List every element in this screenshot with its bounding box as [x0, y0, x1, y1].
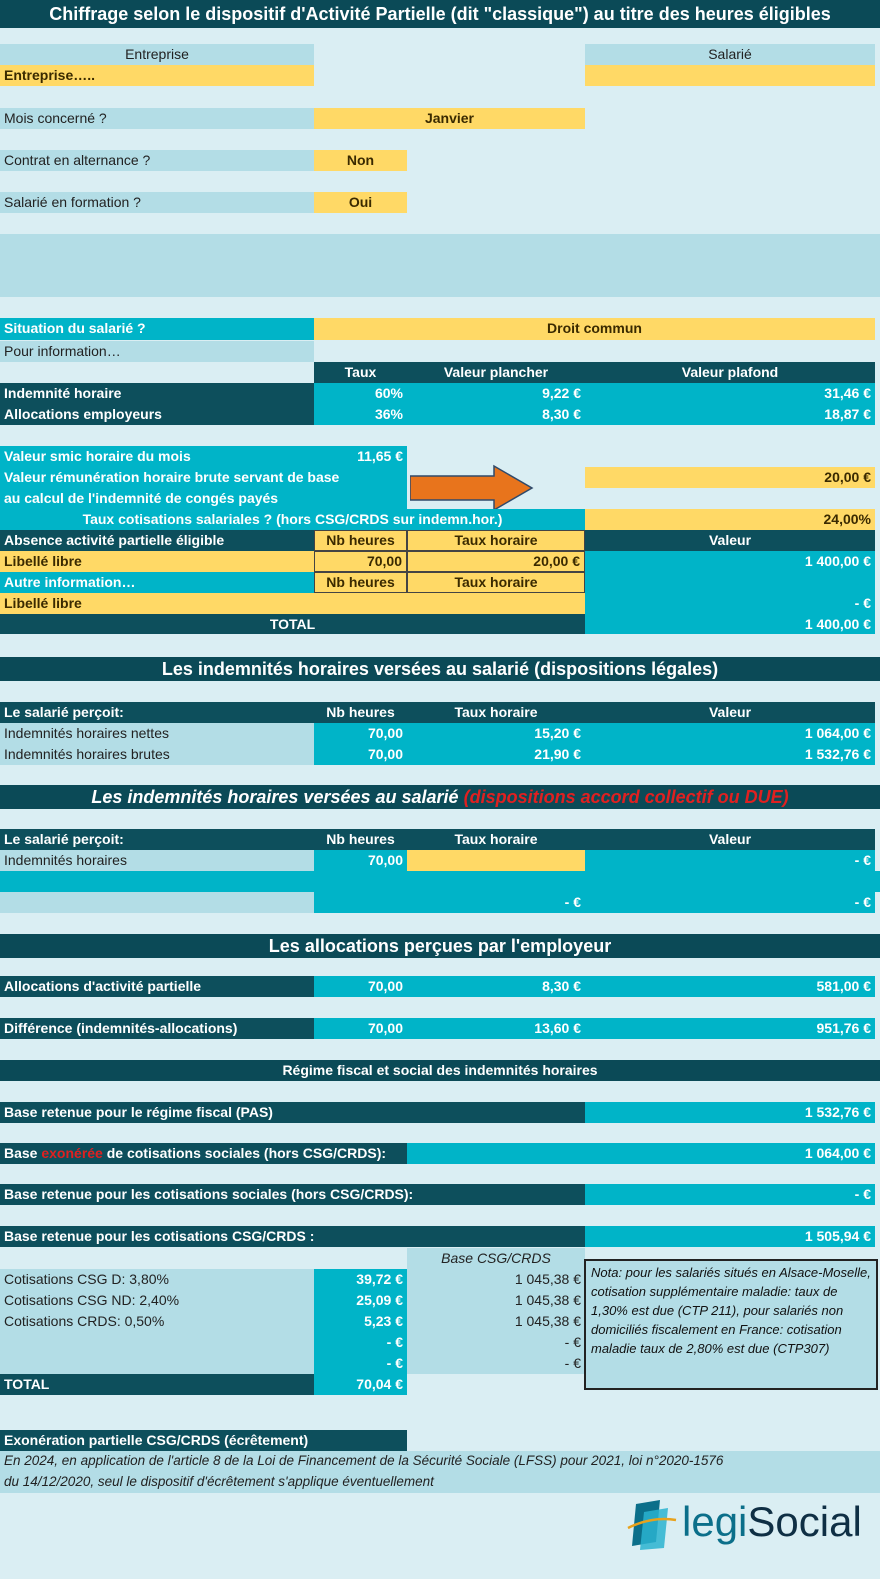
allocations-row-rate: 8,30 € [407, 976, 585, 997]
month-label: Mois concerné ? [0, 108, 314, 129]
csg-base-label: Base retenue pour les cotisations CSG/CRDS : [0, 1226, 585, 1247]
collective-row-hours: 70,00 [314, 850, 407, 871]
csg-row-base: 1 045,38 € [407, 1311, 585, 1332]
exoneration-text-1: En 2024, en application de l'article 8 de la Loi de Financement de la Sécurité Sociale (LFSS) pour 2021, loi n°2020-1576 [0, 1451, 880, 1472]
fiscal-section-title: Régime fiscal et social des indemnités horaires [0, 1060, 880, 1081]
logo-text-part1: legi [682, 1498, 748, 1545]
rates-row-floor: 8,30 € [407, 404, 585, 425]
difference-row-hours: 70,00 [314, 1018, 407, 1039]
csg-row-base: - € [407, 1353, 585, 1374]
csg-row-amount: 25,09 € [314, 1290, 407, 1311]
arrow-right-icon [410, 464, 534, 512]
page-title: Chiffrage selon le dispositif d'Activité Partielle (dit "classique") au titre des heures éligibles [0, 0, 880, 28]
legal-head-rate: Taux horaire [407, 702, 585, 723]
rates-row-label: Indemnité horaire [0, 383, 314, 404]
logo-text-part2: Social [747, 1498, 862, 1545]
legal-row-hours: 70,00 [314, 723, 407, 744]
legal-row-value: 1 064,00 € [585, 723, 875, 744]
remuneration-label-1: Valeur rémunération horaire brute servant de base [0, 467, 407, 488]
collective-rate-input[interactable] [407, 850, 585, 871]
absence-total-value: 1 400,00 € [585, 614, 875, 634]
legal-row-rate: 15,20 € [407, 723, 585, 744]
other-info-label: Autre information… [0, 572, 314, 593]
csg-row-amount: 39,72 € [314, 1269, 407, 1290]
legisocial-logo [626, 1496, 871, 1552]
other-row-rate[interactable] [407, 593, 585, 614]
legal-row-rate: 21,90 € [407, 744, 585, 765]
rates-row-rate: 60% [314, 383, 407, 404]
cotisations-value[interactable]: 24,00% [585, 509, 875, 530]
month-select[interactable]: Janvier [314, 108, 585, 129]
collective-title-red: (dispositions accord collectif ou DUE) [463, 787, 789, 807]
company-header: Entreprise [0, 44, 314, 65]
rates-header-ceiling: Valeur plafond [585, 362, 875, 383]
pas-label: Base retenue pour le régime fiscal (PAS) [0, 1102, 585, 1123]
other-col-blank [585, 572, 875, 593]
legal-head-hours: Nb heures [314, 702, 407, 723]
csg-row-amount: - € [314, 1353, 407, 1374]
exoneration-label: Exonération partielle CSG/CRDS (écrêtement) [0, 1430, 407, 1451]
csg-row-base: 1 045,38 € [407, 1269, 585, 1290]
other-row-hours[interactable] [314, 593, 407, 614]
csg-base-header: Base CSG/CRDS [407, 1248, 585, 1269]
soc-value: - € [585, 1184, 875, 1205]
exo-label [0, 1143, 407, 1164]
collective-sum-rate: - € [314, 892, 585, 913]
rates-header-floor: Valeur plancher [407, 362, 585, 383]
alternance-label: Contrat en alternance ? [0, 150, 314, 171]
formation-select[interactable]: Oui [314, 192, 407, 213]
csg-row-amount: - € [314, 1332, 407, 1353]
rates-row-ceiling: 31,46 € [585, 383, 875, 404]
pas-value: 1 532,76 € [585, 1102, 875, 1123]
remuneration-label-2: au calcul de l'indemnité de congés payés [0, 488, 407, 509]
collective-head-label: Le salarié perçoit: [0, 829, 314, 850]
csg-row-label: Cotisations CSG D: 3,80% [0, 1269, 314, 1290]
csg-row-label: Cotisations CRDS: 0,50% [0, 1311, 314, 1332]
absence-col-value: Valeur [585, 530, 875, 551]
difference-row-rate: 13,60 € [407, 1018, 585, 1039]
soc-label: Base retenue pour les cotisations sociales (hors CSG/CRDS): [0, 1184, 585, 1205]
remuneration-value[interactable]: 20,00 € [585, 467, 875, 488]
legal-row-label: Indemnités horaires nettes [0, 723, 314, 744]
difference-row-label: Différence (indemnités-allocations) [0, 1018, 314, 1039]
info-label: Pour information… [0, 341, 314, 362]
collective-section-title [0, 785, 880, 809]
collective-sum-value: - € [585, 892, 875, 913]
csg-base-value: 1 505,94 € [585, 1226, 875, 1247]
rates-row-floor: 9,22 € [407, 383, 585, 404]
logo-mark-icon [626, 1498, 678, 1550]
logo-text [682, 1496, 862, 1548]
csg-row-base: - € [407, 1332, 585, 1353]
collective-sum-label [0, 892, 314, 913]
exo-value: 1 064,00 € [407, 1143, 875, 1164]
rates-header-rate: Taux [314, 362, 407, 383]
legal-row-hours: 70,00 [314, 744, 407, 765]
situation-label: Situation du salarié ? [0, 318, 314, 340]
blank-band [0, 234, 880, 297]
absence-col-hours: Nb heures [314, 530, 407, 551]
legal-section-title: Les indemnités horaires versées au salarié (dispositions légales) [0, 657, 880, 681]
legal-row-value: 1 532,76 € [585, 744, 875, 765]
csg-row-label: Cotisations CSG ND: 2,40% [0, 1290, 314, 1311]
exo-label-red: exonérée [41, 1145, 103, 1161]
absence-col-rate: Taux horaire [407, 530, 585, 551]
absence-row-rate[interactable]: 20,00 € [407, 551, 585, 572]
absence-row-value: 1 400,00 € [585, 551, 875, 572]
collective-row-value: - € [585, 850, 875, 871]
rates-row-label: Allocations employeurs [0, 404, 314, 425]
legal-head-value: Valeur [585, 702, 875, 723]
smic-label: Valeur smic horaire du mois [0, 446, 314, 467]
absence-label: Absence activité partielle éligible [0, 530, 314, 551]
absence-total-label: TOTAL [0, 614, 585, 634]
exo-label-post: de cotisations sociales (hors CSG/CRDS): [102, 1145, 387, 1161]
collective-head-value: Valeur [585, 829, 875, 850]
collective-head-hours: Nb heures [314, 829, 407, 850]
csg-row-label [0, 1353, 314, 1374]
allocations-row-value: 581,00 € [585, 976, 875, 997]
difference-row-value: 951,76 € [585, 1018, 875, 1039]
situation-select[interactable]: Droit commun [314, 318, 875, 340]
csg-row-label [0, 1332, 314, 1353]
rates-row-ceiling: 18,87 € [585, 404, 875, 425]
collective-row-label: Indemnités horaires [0, 850, 314, 871]
other-col-rate: Taux horaire [407, 572, 585, 593]
cotisations-label: Taux cotisations salariales ? (hors CSG/CRDS sur indemn.hor.) [0, 509, 585, 530]
allocations-section-title: Les allocations perçues par l'employeur [0, 934, 880, 958]
legal-row-label: Indemnités horaires brutes [0, 744, 314, 765]
exoneration-text-2: du 14/12/2020, seul le dispositif d'écrêtement s'applique éventuellement [0, 1472, 880, 1493]
formation-label: Salarié en formation ? [0, 192, 314, 213]
alsace-moselle-note: Nota: pour les salariés situés en Alsace-Moselle, cotisation supplémentaire maladie: taux de 1,30% est due (CTP 211), pour salariés non domiciliés fiscalement en France: cotisation maladie taux de 2,80% est due (CTP307) [584, 1259, 878, 1390]
exo-label-pre: Base [4, 1145, 42, 1161]
csg-row-amount: 5,23 € [314, 1311, 407, 1332]
rates-row-rate: 36% [314, 404, 407, 425]
absence-row-label[interactable]: Libellé libre [0, 551, 314, 572]
company-name-field[interactable]: Entreprise….. [0, 65, 314, 86]
csg-row-base: 1 045,38 € [407, 1290, 585, 1311]
legal-head-label: Le salarié perçoit: [0, 702, 314, 723]
alternance-select[interactable]: Non [314, 150, 407, 171]
csg-total-value: 70,04 € [314, 1374, 407, 1395]
other-row-value: - € [585, 593, 875, 614]
employee-header: Salarié [585, 44, 875, 65]
collective-title-text: Les indemnités horaires versées au salarié [91, 787, 459, 807]
employee-name-field[interactable] [585, 65, 875, 86]
smic-value: 11,65 € [314, 446, 407, 467]
allocations-row-label: Allocations d'activité partielle [0, 976, 314, 997]
allocations-row-hours: 70,00 [314, 976, 407, 997]
csg-total-label: TOTAL [0, 1374, 314, 1395]
collective-blank-row [0, 871, 880, 892]
absence-row-hours[interactable]: 70,00 [314, 551, 407, 572]
other-col-hours: Nb heures [314, 572, 407, 593]
collective-head-rate: Taux horaire [407, 829, 585, 850]
other-row-label[interactable]: Libellé libre [0, 593, 314, 614]
